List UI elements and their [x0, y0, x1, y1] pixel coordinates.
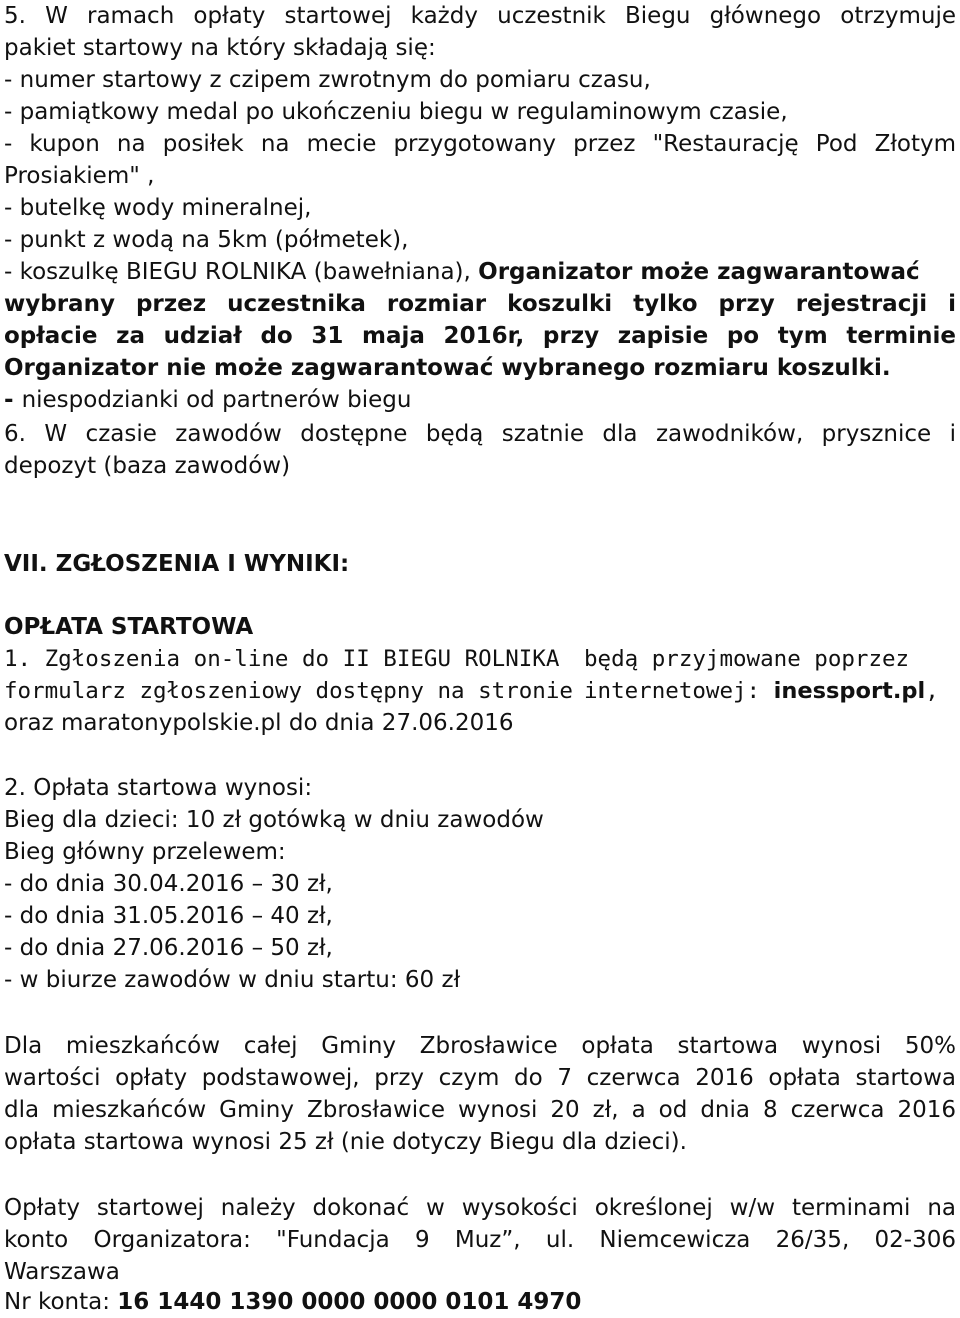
section5-line: - butelkę wody mineralnej,: [4, 195, 312, 221]
fee-line: Bieg dla dzieci: 10 zł gotówką w dniu zawodów: [4, 807, 544, 833]
account-number: 16 1440 1390 0000 0000 0101 4970: [117, 1289, 582, 1315]
fee-line: 2. Opłata startowa wynosi:: [4, 775, 313, 801]
size-guarantee-note: opłacie za udział do 31 maja 2016r, przy zapisie po tym terminie: [4, 323, 956, 349]
residents-line: dla mieszkańców Gminy Zbrosławice wynosi 20 zł, a od dnia 8 czerwca 2016: [4, 1097, 956, 1123]
payment-line: Opłaty startowej należy dokonać w wysokości określonej w/w terminami na: [4, 1195, 956, 1221]
section5-line: pakiet startowy na który składają się:: [4, 35, 436, 61]
size-guarantee-note: wybrany przez uczestnika rozmiar koszulki tylko przy rejestracji i: [4, 291, 956, 317]
fee-line: - do dnia 31.05.2016 – 40 zł,: [4, 903, 333, 929]
section5-line: [4, 256, 956, 288]
fee-line: - w biurze zawodów w dniu startu: 60 zł: [4, 967, 461, 993]
registration-text: ,: [925, 678, 939, 704]
section5-line: - pamiątkowy medal po ukończeniu biegu w regulaminowym czasie,: [4, 99, 788, 125]
section-heading: VII. ZGŁOSZENIA I WYNIKI:: [4, 551, 350, 577]
list-dash: -: [4, 387, 22, 413]
fee-line: - do dnia 27.06.2016 – 50 zł,: [4, 935, 333, 961]
section5-line: [4, 384, 956, 416]
payment-line: konto Organizatora: "Fundacja 9 Muz”, ul. Niemcewicza 26/35, 02-306: [4, 1227, 956, 1253]
fee-line: - do dnia 30.04.2016 – 30 zł,: [4, 871, 333, 897]
residents-line: Dla mieszkańców całej Gminy Zbrosławice opłata startowa wynosi 50%: [4, 1033, 956, 1059]
size-guarantee-note: Organizator nie może zagwarantować wybranego rozmiaru koszulki.: [4, 355, 891, 381]
registration-line: [4, 675, 956, 707]
section5-line: 5. W ramach opłaty startowej każdy uczestnik Biegu głównego otrzymuje: [4, 3, 956, 29]
account-label: Nr konta:: [4, 1289, 118, 1315]
residents-line: opłata startowa wynosi 25 zł (nie dotyczy Biegu dla dzieci).: [4, 1129, 687, 1155]
registration-text: będą przyjmowane poprzez: [584, 646, 910, 672]
subsection-heading: OPŁATA STARTOWA: [4, 614, 254, 640]
registration-line: oraz maratonypolskie.pl do dnia 27.06.2016: [4, 710, 514, 736]
payment-line: Warszawa: [4, 1259, 120, 1285]
section6-line: 6. W czasie zawodów dostępne będą szatnie dla zawodników, prysznice i: [4, 421, 956, 447]
surprises-item: niespodzianki od partnerów biegu: [21, 387, 412, 413]
residents-line: wartości opłaty podstawowej, przy czym do 7 czerwca 2016 opłata startowa: [4, 1065, 956, 1091]
registration-text: formularz zgłoszeniowy dostępny na stronie: [4, 678, 573, 704]
section5-line: - punkt z wodą na 5km (półmetek),: [4, 227, 409, 253]
tshirt-item: - koszulkę BIEGU ROLNIKA (bawełniana),: [4, 259, 479, 285]
fee-line: Bieg główny przelewem:: [4, 839, 286, 865]
payment-line: [4, 1286, 956, 1318]
website-link[interactable]: inessport.pl: [773, 678, 926, 704]
registration-text: 1. Zgłoszenia on-line do II BIEGU ROLNIKA: [4, 646, 560, 672]
section5-line: - kupon na posiłek na mecie przygotowany przez "Restaurację Pod Złotym: [4, 131, 956, 157]
section5-line: Prosiakiem" ,: [4, 163, 155, 189]
section6-line: depozyt (baza zawodów): [4, 453, 291, 479]
registration-text: internetowej:: [584, 678, 774, 704]
size-guarantee-note: Organizator może zagwarantować: [478, 259, 920, 285]
section5-line: - numer startowy z czipem zwrotnym do pomiaru czasu,: [4, 67, 651, 93]
registration-line: [4, 643, 956, 675]
